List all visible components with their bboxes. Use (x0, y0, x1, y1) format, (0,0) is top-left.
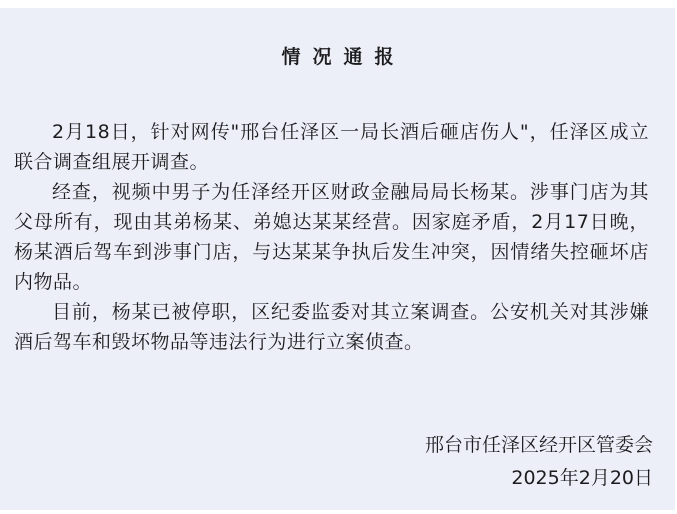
notice-paragraph-2: 经查，视频中男子为任泽经开区财政金融局局长杨某。涉事门店为其父母所有，现由其弟杨某、弟媳达某某经营。因家庭矛盾，2月17日晚，杨某酒后驾车到涉事门店，与达某某争执后发生冲突，因情绪失控砸坏店内物品。 (14, 181, 649, 293)
notice-signature (0, 429, 675, 495)
notice-body (0, 117, 675, 357)
signature-org: 邢台市任泽区经开区管委会 (424, 434, 653, 456)
notice-paragraph-1: 2月18日，针对网传"邢台任泽区一局长酒后砸店伤人"，任泽区成立联合调查组展开调查。 (14, 121, 649, 173)
notice-card (0, 8, 675, 510)
signature-date: 2025年2月20日 (511, 467, 653, 489)
notice-paragraph-3: 目前，杨某已被停职，区纪委监委对其立案调查。公安机关对其涉嫌酒后驾车和毁坏物品等违法行为进行立案侦查。 (14, 301, 649, 353)
notice-title: 情况通报 (281, 46, 406, 68)
